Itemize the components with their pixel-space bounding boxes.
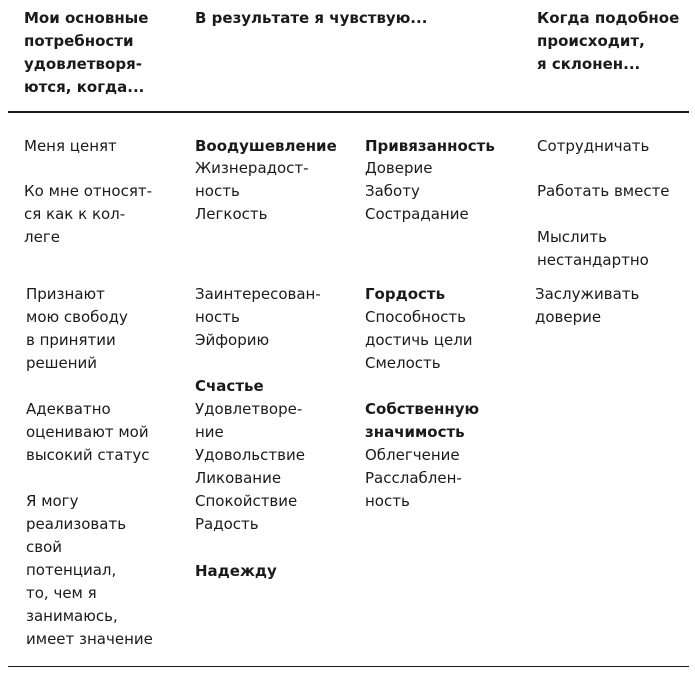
feeling-item: Доверие — [365, 159, 433, 177]
header-divider — [8, 111, 689, 113]
feeling-item: Эйфорию — [195, 331, 270, 349]
need-freedom-line: мою свободу — [26, 308, 128, 326]
need-freedom-line: решений — [26, 354, 98, 372]
feeling-item: Радость — [195, 515, 259, 533]
inclined-cooperate: Сотрудничать — [537, 137, 650, 155]
need-freedom-line: в принятии — [26, 331, 116, 349]
feeling-item: Расслаблен- — [365, 469, 462, 487]
feeling-item: Спокойствие — [195, 492, 298, 510]
feeling-item: Жизнерадост- — [195, 159, 309, 177]
feeling-item: ность — [195, 308, 240, 326]
need-potential-line: реализовать — [26, 515, 127, 533]
header-inclined-line: Когда подобное — [537, 9, 680, 27]
header-needs-line: Мои основные — [24, 9, 149, 27]
need-colleague-line: леге — [24, 228, 60, 246]
header-needs-line: удовлетворя- — [24, 55, 142, 73]
feeling-item: Ликование — [195, 469, 282, 487]
header-needs-line: ются, когда... — [24, 78, 145, 96]
header-feel — [195, 7, 427, 30]
header-needs-line: потребности — [24, 32, 134, 50]
header-needs — [24, 7, 148, 99]
feeling-hope-heading: Надежду — [195, 562, 277, 580]
feeling-item: Облегчение — [365, 446, 460, 464]
header-inclined-line: я склонен... — [537, 55, 641, 73]
feeling-item: Заинтересован- — [195, 285, 321, 303]
feeling-pride-heading: Гордость — [365, 285, 446, 303]
feeling-item: Удовлетворе- — [195, 400, 303, 418]
feeling-item: Сострадание — [365, 205, 469, 223]
feeling-item: Удовольствие — [195, 446, 305, 464]
need-potential-line: свой — [26, 538, 63, 556]
inclined-trust-line: доверие — [535, 308, 602, 326]
feeling-item: Легкость — [195, 205, 268, 223]
need-potential-line: то, чем я — [26, 584, 97, 602]
header-inclined-line: происходит, — [537, 32, 645, 50]
need-freedom-line: Признают — [26, 285, 105, 303]
need-status-line: Адекватно — [26, 400, 111, 418]
need-potential-line: Я могу — [26, 492, 79, 510]
inclined-trust-line: Заслуживать — [535, 285, 640, 303]
inclined-think-line: нестандартно — [537, 251, 649, 269]
feeling-item: достичь цели — [365, 331, 473, 349]
need-potential-line: потенциал, — [26, 561, 117, 579]
feeling-item: Способность — [365, 308, 466, 326]
need-colleague-line: Ко мне относят- — [24, 182, 153, 200]
need-potential-line: занимаюсь, — [26, 607, 118, 625]
need-status-line: высокий статус — [26, 446, 150, 464]
feeling-item: ность — [195, 182, 240, 200]
inclined-think-line: Мыслить — [537, 228, 607, 246]
feeling-inspiration-heading: Воодушевление — [195, 137, 337, 155]
header-feel-line: В результате я чувствую... — [195, 9, 428, 27]
feeling-item: Смелость — [365, 354, 441, 372]
header-inclined — [537, 7, 679, 76]
need-colleague-line: ся как к кол- — [24, 205, 126, 223]
inclined-work-together: Работать вместе — [537, 182, 670, 200]
bottom-divider — [8, 666, 689, 667]
feeling-happiness-heading: Счастье — [195, 377, 264, 395]
need-status-line: оценивают мой — [26, 423, 149, 441]
feeling-item: ние — [195, 423, 224, 441]
feeling-significance-heading: Собственную — [365, 400, 480, 418]
feeling-attachment-heading: Привязанность — [365, 137, 495, 155]
feeling-item: ность — [365, 492, 410, 510]
need-potential-line: имеет значение — [26, 630, 153, 648]
feeling-item: Заботу — [365, 182, 420, 200]
feeling-significance-heading: значимость — [365, 423, 465, 441]
need-valued: Меня ценят — [24, 137, 117, 155]
